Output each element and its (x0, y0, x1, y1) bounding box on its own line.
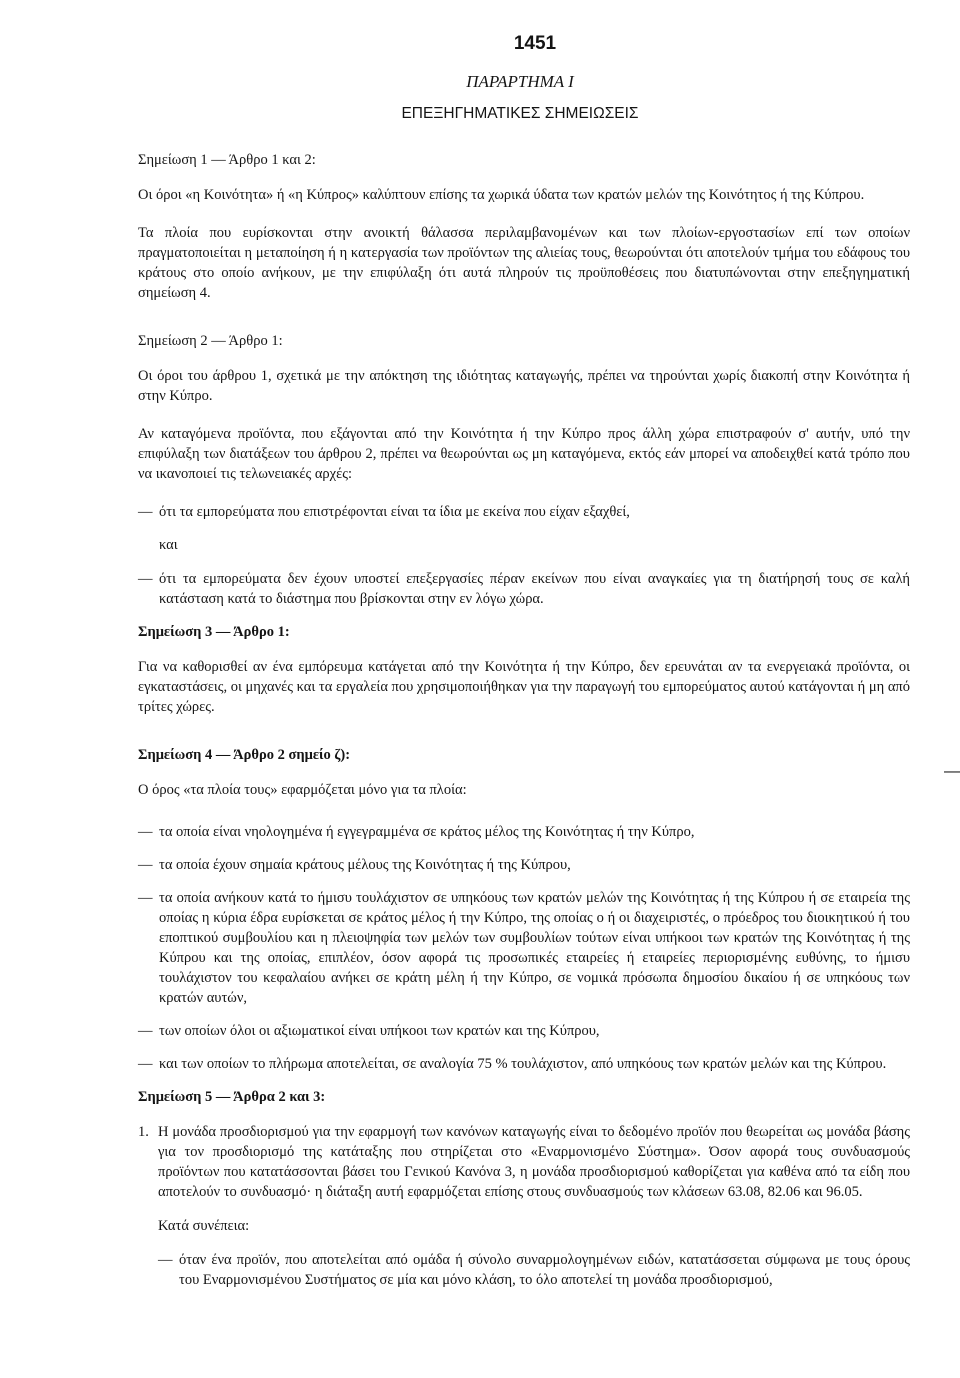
dash-bullet: — (138, 504, 153, 520)
note-1-paragraph-2: Τα πλοία που ευρίσκονται στην ανοικτή θάλασσα περιλαμβανομένων και των πλοίων-εργοστασίων επί των οποίων πραγματοποιείται η μεταποίηση ή η κατεργασία των προϊόντων της αλιείας τους, θεωρούνται ότι αποτελούν τμήμα του εδάφους του κράτους στο οποίο ανήκουν, με την επιφύλαξη ότι αυτά πληρούν τις προϋποθέσεις που διατυπώνονται στην επεξηγηματική σημείωση 4. (138, 225, 910, 301)
note-5-item-1-text: Η μονάδα προσδιορισμού για την εφαρμογή των κανόνων καταγωγής είναι το δεδομένο προϊόν που θεωρείται ως μονάδα βάσης για τον προσδιορισμό της κατάταξης που στηρίζεται στο «Εναρμονισμένο Σύστημα». Όσον αφορά τους συνδυασμούς προϊόντων που κατατάσσονται βάσει του Γενικού Κανόνα 3, η μονάδα προσδιορισμού καθορίζεται για καθένα από τα είδη που αποτελούν το συνδυασμό· η διάταξη αυτή εφαρμόζεται επίσης στους συνδυασμούς των κλάσεων 63.08, 82.06 και 96.05. (158, 1124, 910, 1200)
dash-bullet: — (138, 1056, 153, 1072)
dash-bullet: — (138, 857, 153, 873)
note-1-paragraph-1: Οι όροι «η Κοινότητα» ή «η Κύπρος» καλύπτουν επίσης τα χωρικά ύδατα των κρατών μελών της Κοινότητος ή της Κύπρου. (138, 187, 865, 203)
note-4-dash-3-text: τα οποία ανήκουν κατά το ήμισυ τουλάχιστον σε υπηκόους των κρατών μελών της Κοινότητας ή της Κύπρου ή σε εταιρεία της οποίας η κύρια έδρα ευρίσκεται σε κράτος μέλος ή την Κύπρο, της οποίας ο ή οι διαχειριστές, ο πρόεδρος του διοικητικού ή του εποπτικού συμβουλίου και η πλειοψηφία των μελών των συμβουλίων τούτων είναι υπήκοοι των κρατών της Κοινότητας ή της Κύπρου και της οποίας, επιπλέον, όσον αφορά τις προσωπικές εταιρείες ή εταιρείες περιορισμένης ευθύνης, το ήμισυ τουλάχιστον του κεφαλαίου ανήκει σε κράτη μέλη ή την Κύπρο, σε νομικά πρόσωπα δημοσίου δικαίου ή σε υπηκόους των κρατών αυτών, (159, 890, 910, 1006)
note-4-dash-2-text: τα οποία έχουν σημαία κράτους μέλους της Κοινότητας ή της Κύπρου, (159, 857, 571, 873)
note-5-article: — Άρθρα 2 και 3: (212, 1089, 326, 1105)
annex-subtitle: ΕΠΕΞΗΓΗΜΑΤΙΚΕΣ ΣΗΜΕΙΩΣΕΙΣ (401, 105, 639, 122)
note-4-dash-5-text: και των οποίων το πλήρωμα αποτελείται, σε αναλογία 75 % τουλάχιστον, από υπηκόους των κρατών μελών και της Κύπρου. (159, 1056, 887, 1072)
note-5-sub-dash-item (138, 1250, 910, 1290)
note-4-dash-1-text: τα οποία είναι νηολογημένα ή εγγεγραμμένα σε κράτος μέλος της Κοινότητας ή την Κύπρο, (159, 824, 695, 840)
item-number: 1. (138, 1124, 149, 1140)
note-5-sub-dash-1-text: όταν ένα προϊόν, που αποτελείται από ομάδα ή σύνολο συναρμολογημένων ειδών, κατατάσσεται σύμφωνα με τους όρους του Εναρμονισμένου Συστήματος σε μία και μόνο κλάση, το όλο αποτελεί τη μονάδα προσδιορισμού, (179, 1252, 910, 1288)
note-1-label: Σημείωση 1 (138, 152, 208, 168)
annex-title: ΠΑΡΑΡΤΗΜΑ Ι (466, 72, 574, 91)
note-4-label: Σημείωση 4 (138, 747, 213, 763)
dash-bullet: — (138, 1023, 153, 1039)
note-4-article: — Άρθρο 2 σημείο ζ): (212, 747, 351, 763)
note-4-dash-item (138, 888, 910, 1008)
note-4-dash-item (138, 1054, 910, 1074)
note-2-dash-1-text: ότι τα εμπορεύματα που επιστρέφονται είναι τα ίδια με εκείνα που είχαν εξαχθεί, (159, 504, 630, 520)
document-body (138, 150, 910, 1300)
note-4-dash-item (138, 1021, 910, 1041)
note-2-connector: και (159, 537, 178, 553)
dash-bullet: — (138, 571, 153, 587)
note-1-article: — Άρθρο 1 και 2: (207, 152, 316, 168)
note-1-heading (138, 150, 910, 170)
note-2-dash-item (138, 569, 910, 609)
note-2-paragraph-2: Αν καταγόμενα προϊόντα, που εξάγονται από την Κοινότητα ή την Κύπρο προς άλλη χώρα επιστραφούν σ' αυτήν, υπό την επιφύλαξη των διατάξεων του άρθρου 2, πρέπει να θεωρούνται ως μη καταγόμενα, εκτός εάν μπορεί να αποδειχθεί κατά τρόπο που να ικανοποιεί τις τελωνειακές αρχές: (138, 426, 910, 482)
note-4-heading (138, 745, 910, 765)
note-3-label: Σημείωση 3 (138, 624, 213, 640)
note-2-label: Σημείωση 2 (138, 333, 208, 349)
dash-bullet: — (158, 1252, 173, 1268)
note-2-paragraph-1: Οι όροι του άρθρου 1, σχετικά με την απόκτηση της ιδιότητας καταγωγής, πρέπει να τηρούνται χωρίς διακοπή στην Κοινότητα ή στην Κύπρο. (138, 368, 910, 404)
note-4-paragraph-1: Ο όρος «τα πλοία τους» εφαρμόζεται μόνο για τα πλοία: (138, 782, 467, 798)
dash-bullet: — (138, 890, 153, 906)
note-4-dash-item (138, 855, 910, 875)
note-3-heading (138, 622, 910, 642)
note-3-article: — Άρθρο 1: (212, 624, 290, 640)
dash-bullet: — (138, 824, 153, 840)
margin-mark: — (944, 763, 960, 780)
note-5-numbered-item (138, 1122, 910, 1202)
page-number: 1451 (513, 33, 557, 54)
note-2-heading (138, 331, 910, 351)
note-3-paragraph-1: Για να καθορισθεί αν ένα εμπόρευμα κατάγεται από την Κοινότητα ή την Κύπρο, δεν ερευνάται αν τα ενεργειακά προϊόντα, οι εγκαταστάσεις, οι μηχανές και τα εργαλεία που χρησιμοποιήθηκαν για την παραγωγή του εμπορεύματος αυτού κατάγονται ή μη από τρίτες χώρες. (138, 659, 910, 715)
note-5-consequently: Κατά συνέπεια: (158, 1218, 250, 1234)
note-2-dash-2-text: ότι τα εμπορεύματα δεν έχουν υποστεί επεξεργασίες πέραν εκείνων που είναι αναγκαίες για τη διατήρησή τους σε καλή κατάσταση κατά το διάστημα που βρίσκονται στην εν λόγω χώρα. (159, 571, 910, 607)
note-4-dash-4-text: των οποίων όλοι οι αξιωματικοί είναι υπήκοοι των κρατών και της Κύπρου, (159, 1023, 600, 1039)
note-5-heading (138, 1087, 910, 1107)
note-5-label: Σημείωση 5 (138, 1089, 213, 1105)
note-4-dash-item (138, 822, 910, 842)
note-2-article: — Άρθρο 1: (207, 333, 283, 349)
note-2-dash-item (138, 502, 910, 522)
